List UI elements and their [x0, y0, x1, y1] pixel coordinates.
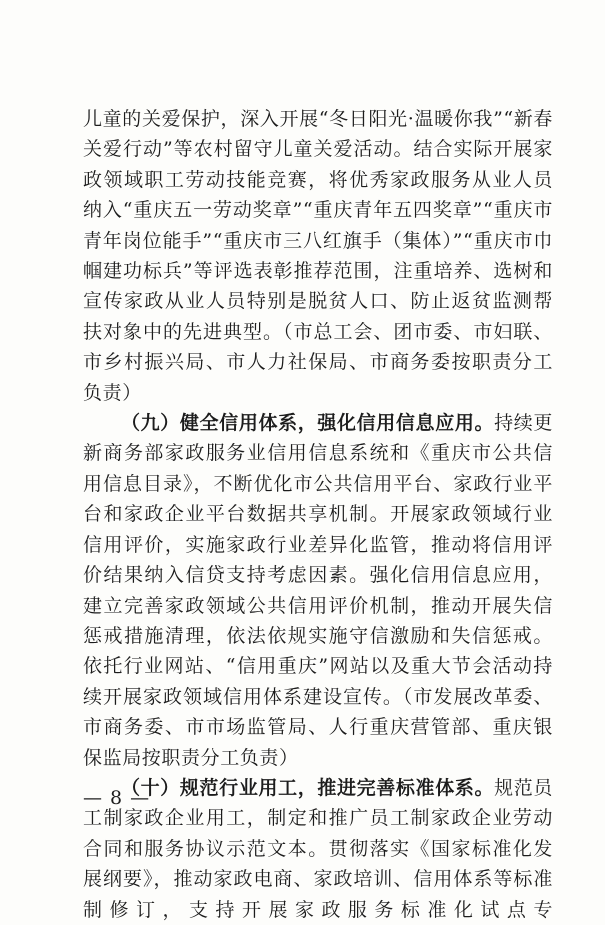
paragraph-credit-system	[83, 408, 553, 773]
paragraph-child-care-and-awards: 儿童的关爱保护，深入开展“冬日阳光·温暖你我”“新春关爱行动”等农村留守儿童关爱活动。结合实际开展家政领域职工劳动技能竞赛，将优秀家政服务从业人员纳入“重庆五一劳动奖章”“重庆青年五四奖章”“重庆市青年岗位能手”“重庆市三八红旗手（集体）”“重庆市巾帼建功标兵”等评选表彰推荐范围，注重培养、选树和宣传家政从业人员特别是脱贫人口、防止返贫监测帮扶对象中的先进典型。（市总工会、团市委、市妇联、市乡村振兴局、市人力社保局、市商务委按职责分工负责）	[83, 108, 553, 404]
paragraph-employment-standards	[83, 773, 553, 925]
document-body	[83, 104, 553, 925]
section-heading-credit-system: （九）健全信用体系，强化信用信息应用。	[121, 412, 495, 435]
paragraph-credit-system-text: 持续更新商务部家政服务业信用信息系统和《重庆市公共信用信息目录》，不断优化市公共信用平台、家政行业平台和家政企业平台数据共享机制。开展家政领域行业信用评价，实施家政行业差异化监管，推动将信用评价结果纳入信贷支持考虑因素。强化信用信息应用，建立完善家政领域公共信用评价机制，推动开展失信惩戒措施清理，依法依规实施守信激励和失信惩戒。依托行业网站、“信用重庆”网站以及重大节会活动持续开展家政领域信用体系建设宣传。（市发展改革委、市商务委、市市场监管局、人行重庆营管部、重庆银保监局按职责分工负责）	[83, 412, 553, 769]
page-number: — 8 —	[83, 787, 151, 809]
section-heading-employment-standards: （十）规范行业用工，推进完善标准体系。	[121, 776, 495, 799]
paragraph-employment-standards-text: 规范员工制家政企业用工，制定和推广员工制家政企业劳动合同和服务协议示范文本。贯彻落实《国家标准化发展纲要》，推动家政电商、家政培训、信用体系等标准制修订，支持开展家政服务标准化试点专	[83, 776, 553, 921]
